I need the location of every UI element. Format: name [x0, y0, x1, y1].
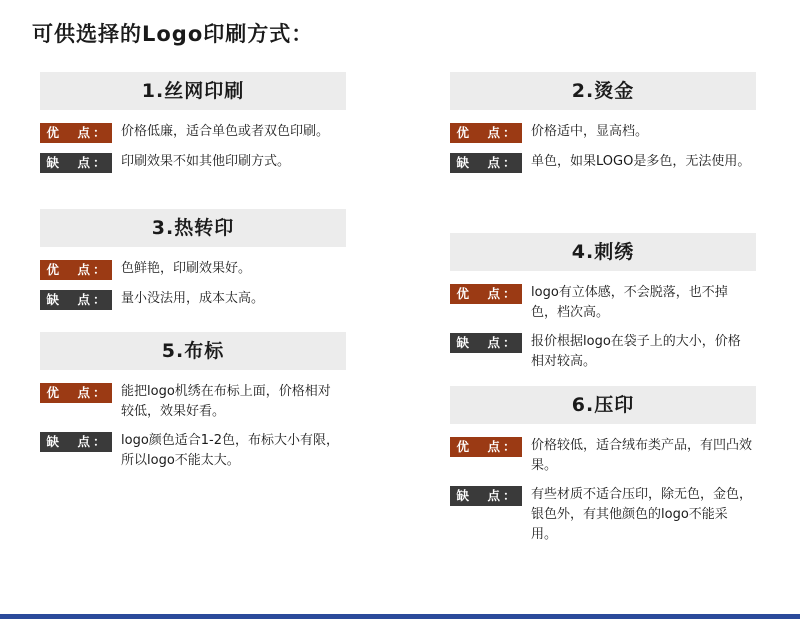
- method-title: 6.压印: [450, 386, 756, 424]
- con-row: [40, 152, 346, 173]
- method-details: [40, 382, 346, 471]
- con-text: 单色，如果LOGO是多色，无法使用。: [531, 154, 751, 169]
- pro-row: [40, 382, 346, 422]
- method-title: 5.布标: [40, 332, 346, 370]
- pro-row: [450, 283, 756, 323]
- pro-tag: 优 点：: [450, 437, 522, 457]
- pro-row: [40, 122, 346, 143]
- pro-text: 价格适中，显高档。: [531, 124, 649, 139]
- method-card-embossing: [450, 386, 756, 545]
- method-title: 2.烫金: [450, 72, 756, 110]
- method-card-embroidery: [450, 233, 756, 372]
- pro-text: 价格低廉，适合单色或者双色印刷。: [121, 124, 330, 139]
- method-title: 1.丝网印刷: [40, 72, 346, 110]
- pro-text: 能把logo机绣在布标上面，价格相对较低，效果好看。: [121, 384, 331, 419]
- method-card-hot-stamping: [450, 72, 756, 173]
- pro-tag: 优 点：: [40, 383, 112, 403]
- methods-grid: [40, 72, 756, 563]
- con-text: 有些材质不适合压印，除无色，金色，银色外，有其他颜色的logo不能采用。: [531, 487, 753, 542]
- pro-row: [40, 259, 346, 280]
- method-title: 4.刺绣: [450, 233, 756, 271]
- con-tag: 缺 点：: [450, 333, 522, 353]
- methods-column-right: [450, 72, 756, 563]
- con-row: [450, 152, 756, 173]
- con-tag: 缺 点：: [450, 153, 522, 173]
- pro-row: [450, 122, 756, 143]
- pro-tag: 优 点：: [40, 260, 112, 280]
- con-row: [450, 485, 756, 545]
- page-title: 可供选择的Logo印刷方式：: [32, 22, 314, 46]
- method-details: [450, 122, 756, 173]
- pro-row: [450, 436, 756, 476]
- con-row: [40, 431, 346, 471]
- methods-column-left: [40, 72, 346, 563]
- con-row: [450, 332, 756, 372]
- method-card-woven-label: [40, 332, 346, 471]
- con-row: [40, 289, 346, 310]
- method-details: [450, 436, 756, 545]
- pro-text: 价格较低，适合绒布类产品，有凹凸效果。: [531, 438, 753, 473]
- method-card-heat-transfer: [40, 209, 346, 310]
- con-text: logo颜色适合1-2色，布标大小有限，所以logo不能太大。: [121, 433, 340, 468]
- method-details: [40, 259, 346, 310]
- method-details: [40, 122, 346, 173]
- pro-text: logo有立体感，不会脱落，也不掉色，档次高。: [531, 285, 728, 320]
- pro-tag: 优 点：: [450, 284, 522, 304]
- pro-text: 色鲜艳，印刷效果好。: [121, 261, 252, 276]
- pro-tag: 优 点：: [450, 123, 522, 143]
- con-tag: 缺 点：: [450, 486, 522, 506]
- con-tag: 缺 点：: [40, 290, 112, 310]
- con-text: 印刷效果不如其他印刷方式。: [121, 154, 291, 169]
- con-tag: 缺 点：: [40, 432, 112, 452]
- pro-tag: 优 点：: [40, 123, 112, 143]
- method-details: [450, 283, 756, 372]
- con-text: 报价根据logo在袋子上的大小，价格相对较高。: [531, 334, 741, 369]
- method-title: 3.热转印: [40, 209, 346, 247]
- con-tag: 缺 点：: [40, 153, 112, 173]
- method-card-silkscreen: [40, 72, 346, 173]
- con-text: 量小没法用，成本太高。: [121, 291, 265, 306]
